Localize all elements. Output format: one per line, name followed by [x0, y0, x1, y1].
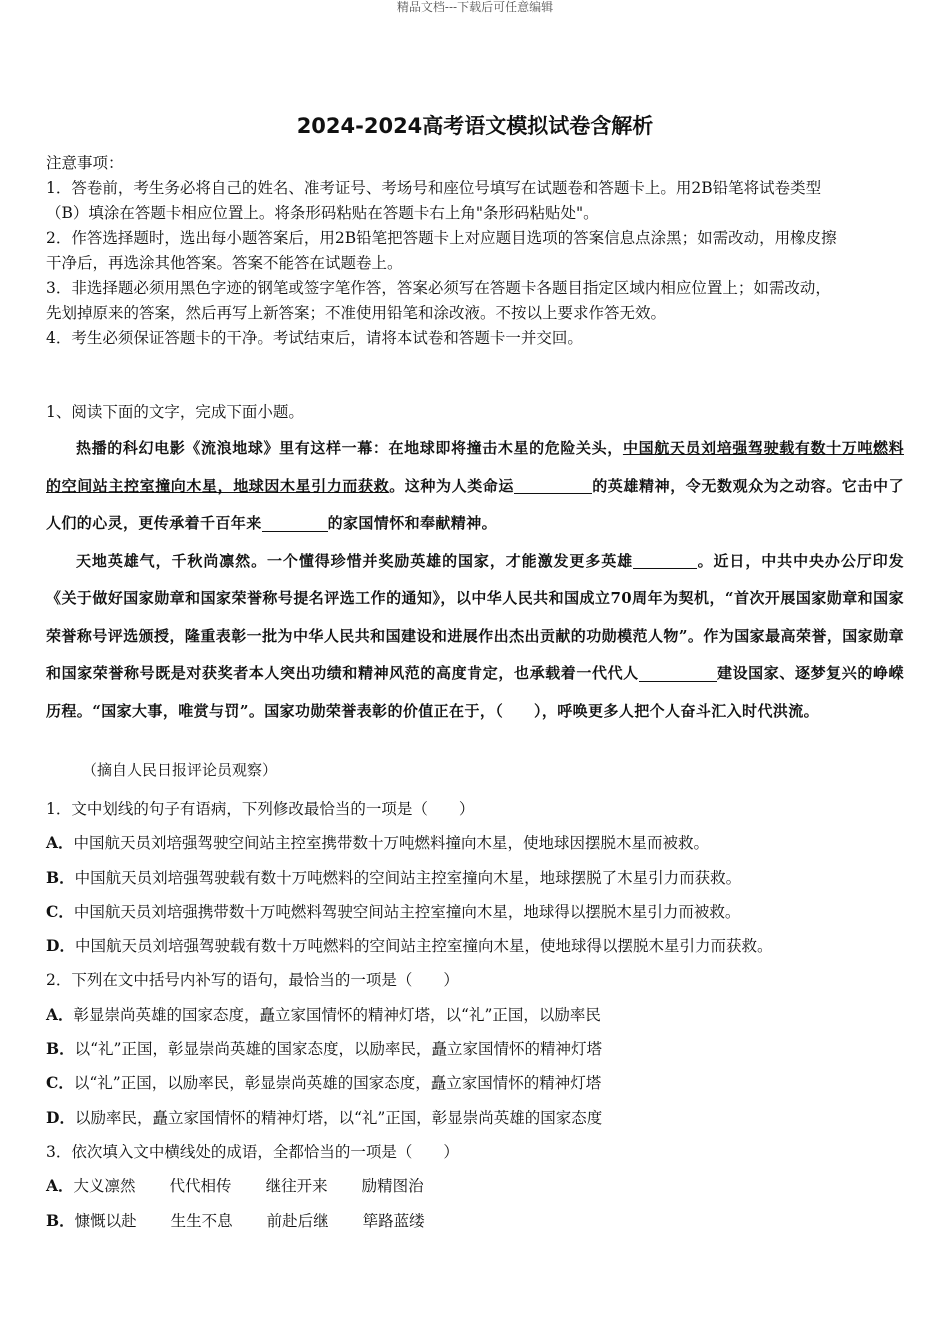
option-letter: B． [46, 867, 75, 887]
notes-item: 干净后，再选涂其他答案。答案不能答在试题卷上。 [46, 254, 403, 272]
option-text: 以“礼”正国，以励率民，彰显崇尚英雄的国家态度，矗立家国情怀的精神灯塔 [73, 1074, 602, 1093]
option-text: 中国航天员刘培强驾驶载有数十万吨燃料的空间站主控室撞向木星，地球摆脱了木星引力而获救。 [74, 868, 742, 887]
option-letter: D． [46, 936, 75, 956]
option-word: 慷慨以赴 [74, 1211, 137, 1230]
passage-text: 。近日，中共中央办公厅印发《关于做好国家勋章和国家荣誉称号提名评选工作的通知》，以中华人民共和国成立70周年为契机，“首次开展国家勋章和国家荣誉称号评选颁授，隆重表彰一批为中华人民共和国建设和进展作出杰出贡献的功勋模范人物”。作为国家最高荣誉，国家勋章和国家荣誉称号既是对获奖者本人突出功绩和精神风范的高度肯定，也承载着一代代人 [46, 551, 904, 682]
fill-blank [514, 477, 592, 495]
option-word: 生生不息 [170, 1211, 233, 1230]
passage-text: 。这种为人类命运 [389, 476, 514, 495]
option-text: 以励率民，矗立家国情怀的精神灯塔，以“礼”正国，彰显崇尚英雄的国家态度 [74, 1108, 603, 1127]
option-word: 筚路蓝缕 [362, 1211, 425, 1230]
passage-text: 热播的科幻电影《流浪地球》里有这样一幕：在地球即将撞击木星的危险关头， [76, 439, 623, 457]
q3-option-a [46, 1169, 912, 1203]
page-title: 2024-2024高考语文模拟试卷含解析 [296, 114, 654, 138]
option-letter: C． [46, 901, 74, 921]
notes-item: 先划掉原来的答案，然后再写上新答案；不准使用铅笔和涂改液。不按以上要求作答无效。 [46, 304, 667, 322]
option-text: 中国航天员刘培强驾驶载有数十万吨燃料的空间站主控室撞向木星，使地球得以摆脱木星引力而获救。 [74, 937, 773, 956]
reading-passage [46, 430, 904, 730]
notes-item: 3．非选择题必须用黑色字迹的钢笔或签字笔作答，答案必须写在答题卡各题目指定区域内相应位置上；如需改动， [46, 279, 831, 297]
option-text: 中国航天员刘培强驾驶空间站主控室携带数十万吨燃料撞向木星，使地球因摆脱木星而被救。 [73, 834, 710, 853]
passage-text: 建设国家、逐梦复兴的峥嵘历程。“国家大事，唯赏与罚”。国家功勋荣誉表彰的价值正在于，（ ），呼唤更多人把个人奋斗汇入时代洪流。 [46, 664, 904, 720]
option-word: 大义凛然 [73, 1177, 136, 1196]
notes-section [46, 151, 912, 351]
passage-source: （摘自人民日报评论员观察） [82, 761, 278, 779]
option-text: 中国航天员刘培强携带数十万吨燃料驾驶空间站主控室撞向木星，地球得以摆脱木星引力而被救。 [73, 902, 741, 921]
questions-section [46, 792, 912, 1238]
option-word: 前赴后继 [266, 1211, 329, 1230]
passage-paragraph-1 [46, 430, 904, 543]
q1-option-d [46, 929, 912, 963]
passage-text: 天地英雄气，千秋尚凛然。一个懂得珍惜并奖励英雄的国家，才能激发更多英雄 [76, 551, 634, 570]
q2-option-b [46, 1032, 912, 1066]
question-1-stem: 1．文中划线的句子有语病，下列修改最恰当的一项是（ ） [46, 800, 475, 818]
underlined-sentence: 中国航天员刘培强驾驶载有数十万吨燃料的空间站主控室撞向木星，地球因木星引力而获救 [46, 439, 904, 495]
watermark-header: 精品文档---下载后可任意编辑 [396, 0, 554, 14]
fill-blank [633, 552, 697, 570]
option-letter: A． [46, 1004, 74, 1024]
notes-item: 4．考生必须保证答题卡的干净。考试结束后，请将本试卷和答题卡一并交回。 [46, 329, 583, 347]
q1-option-a [46, 826, 912, 860]
fill-blank [639, 664, 717, 682]
reading-section-heading: 1、阅读下面的文字，完成下面小题。 [46, 403, 304, 421]
option-text: 以“礼”正国，彰显崇尚英雄的国家态度，以励率民，矗立家国情怀的精神灯塔 [74, 1040, 602, 1059]
option-text: 彰显崇尚英雄的国家态度，矗立家国情怀的精神灯塔，以“礼”正国，以励率民 [73, 1005, 601, 1024]
fill-blank [262, 514, 328, 532]
notes-item: 2．作答选择题时，选出每小题答案后，用2B铅笔把答题卡上对应题目选项的答案信息点涂黑；如需改动，用橡皮擦 [46, 229, 837, 247]
question-3-stem: 3．依次填入文中横线处的成语，全都恰当的一项是（ ） [46, 1142, 459, 1161]
option-letter: A． [46, 1176, 74, 1196]
notes-heading: 注意事项： [46, 154, 124, 172]
notes-item: 1．答卷前，考生务必将自己的姓名、准考证号、考场号和座位号填写在试题卷和答题卡上。用2B铅笔将试卷类型 [46, 179, 822, 197]
option-letter: A． [46, 833, 74, 853]
passage-text: 的英雄精神，令无数观众为之动容。它击中了人们的心灵，更传承着千百年来 [46, 476, 904, 532]
passage-text: 的家国情怀和奉献精神。 [327, 514, 498, 532]
q2-option-a [46, 998, 912, 1032]
q2-option-d [46, 1101, 912, 1135]
option-letter: B． [46, 1039, 75, 1059]
option-letter: B． [46, 1210, 75, 1230]
option-word: 代代相传 [169, 1177, 232, 1196]
option-word: 励精图治 [361, 1177, 424, 1196]
q1-option-c [46, 895, 912, 929]
option-word: 继往开来 [265, 1177, 328, 1196]
option-letter: D． [46, 1107, 75, 1127]
option-letter: C． [46, 1073, 74, 1093]
passage-paragraph-2 [46, 543, 904, 731]
notes-item: （B）填涂在答题卡相应位置上。将条形码粘贴在答题卡右上角"条形码粘贴处"。 [46, 204, 599, 222]
question-2-stem: 2．下列在文中括号内补写的语句，最恰当的一项是（ ） [46, 971, 459, 990]
q1-option-b [46, 861, 912, 895]
q3-option-b [46, 1204, 912, 1238]
q2-option-c [46, 1066, 912, 1100]
